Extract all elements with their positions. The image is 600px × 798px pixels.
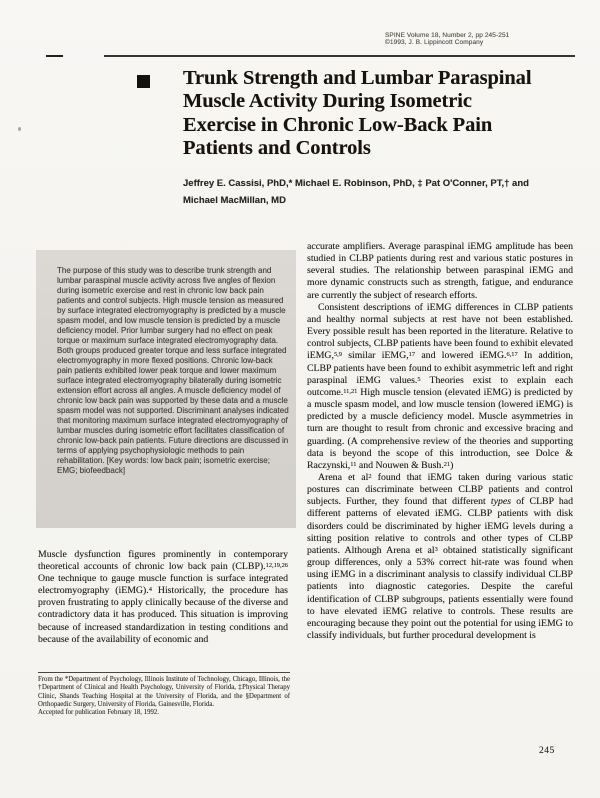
- citation-superscript: 17: [408, 351, 416, 359]
- title-line: Patients and Controls: [183, 137, 371, 160]
- abstract-box: [36, 250, 296, 528]
- italic-emphasis: types: [490, 496, 512, 508]
- header-rule-dash: [46, 55, 63, 57]
- body-paragraph: Muscle dysfunction figures prominently in contemporary theoretical accounts of chronic low back pain (CLBP).$^{12,19,26}$ One technique to gauge muscle function is surface integrated electromyography (iEMG).$^4$ Historically, the procedure has proven frustrating to apply clinically because of the diverse and contradictory data it has produced. This situation is improving because of increased standardization in testing conditions and because of the availability of economic and: [38, 549, 288, 645]
- citation-superscript: 4: [148, 586, 152, 594]
- footnote-accepted: Accepted for publication February 18, 1992.: [38, 709, 159, 717]
- author-line: Michael MacMillan, MD: [183, 195, 286, 206]
- footnote-rule: [38, 672, 290, 673]
- article-title: [183, 67, 543, 161]
- author-line: Jeffrey E. Cassisi, PhD,* Michael E. Robinson, PhD, ‡ Pat O'Conner, PT,† and: [183, 178, 529, 189]
- citation-superscript: 2: [368, 472, 372, 480]
- journal-masthead: [385, 33, 575, 46]
- abstract-text: The purpose of this study was to describe trunk strength and lumbar paraspinal muscle activity across five angles of flexion during isometric exercise and rest in chronic low back pain patients and control subjects. High muscle tension as measured by surface integrated electromyography is predicted by a muscle spasm model, and low muscle tension is predicted by a muscle deficiency model. Prior lumbar surgery had no effect on peak torque or maximum surface integrated electromyography data. Both groups produced greater torque and less surface integrated electromyography in more flexed positions. Chronic low-back pain patients exhibited lower peak torque and lower maximum surface integrated electromyography bilaterally during isometric extension effort across all angles. A muscle deficiency model of chronic low back pain was supported by these data and a muscle spasm model was not supported. Discriminant analyses indicated that monitoring maximum surface integrated electromyography of lumbar muscles during isometric effort facilitates classification of chronic low-back pain patients. Future directions are discussed in terms of applying psychophysiologic methods to pain rehabilitation. [Key words: low back pain; isometric exercise; EMG; biofeedback]: [57, 266, 289, 475]
- body-paragraph: Arena et $al^2$ found that iEMG taken during various static postures can discriminate between CLBP patients and control subjects. Further, they found that different types of CLBP had different patterns of elevated iEMG. CLBP patients with disk disorders could be discriminated by higher iEMG levels during a sitting position relative to controls and other types of CLBP patients. Although Arena et $al^3$ obtained statistically significant group differences, only a 53% correct hit-rate was found when using iEMG in a discriminant analysis to classify individual CLBP patients into diagnostic categories. Despite the careful identification of CLBP subgroups, patients essentially were found to have elevated iEMG relative to controls. These results are encouraging because they point out the potential for using iEMG to classify individuals, but further procedural development is: [307, 471, 573, 641]
- title-line: Muscle Activity During Isometric: [183, 90, 472, 113]
- footnote-affiliations: From the *Department of Psychology, Illinois Institute of Technology, Chicago, Illinois, the †Department of Clinical and Health Psychology, University of Florida, ‡Physical Therapy Clinic, Shands Teaching Hospital at the University of Florida, and the §Department of Orthopaedic Surgery, University of Florida, Gainesville, Florida.: [38, 676, 290, 708]
- citation-superscript: 5: [417, 375, 421, 383]
- body-paragraph: accurate amplifiers. Average paraspinal iEMG amplitude has been studied in CLBP patients during rest and various static postures in several studies. The relationship between paraspinal iEMG and more dynamic constructs such as strength, fatigue, and endurance are currently the subject of research efforts.: [307, 241, 573, 301]
- journal-volume-line: SPINE Volume 18, Number 2, pp 245-251: [385, 32, 510, 39]
- citation-superscript: 5,9: [333, 351, 342, 359]
- header-rule: [104, 55, 575, 57]
- citation-superscript: 6,17: [506, 351, 518, 359]
- title-bullet-square: [137, 75, 150, 88]
- citation-superscript: 3: [434, 545, 438, 553]
- left-column: [38, 549, 288, 646]
- journal-copyright-line: ©1993, J. B. Lippincott Company: [385, 38, 484, 46]
- authors-block: [183, 175, 563, 209]
- scan-speck: [18, 127, 21, 131]
- citation-superscript: 21: [443, 460, 451, 468]
- citation-superscript: 11,21: [343, 387, 358, 395]
- footnote: [38, 676, 290, 717]
- right-column: [307, 241, 573, 642]
- title-line: Exercise in Chronic Low-Back Pain: [183, 113, 493, 136]
- citation-superscript: 12,19,26: [265, 562, 288, 570]
- page-number: 245: [539, 746, 555, 756]
- citation-superscript: 11: [350, 460, 357, 468]
- title-line: Trunk Strength and Lumbar Paraspinal: [183, 67, 532, 89]
- body-paragraph: Consistent descriptions of iEMG differences in CLBP patients and healthy normal subjects at rest have not been established. Every possible result has been reported in the literature. Relative to control subjects, CLBP patients have been found to exhibit elevated iEMG,$^{5,9}$ similar iEMG,$^{17}$ and lowered iEMG.$^{6,17}$ In addition, CLBP patients have been found to exhibit asymmetric left and right paraspinal iEMG values.$^5$ Theories exist to explain each outcome.$^{11,21}$ High muscle tension (elevated iEMG) is predicted by a muscle spasm model, and low muscle tension (lowered iEMG) is predicted by a muscle deficiency model. Muscle asymmetries in turn are thought to result from chronic and excessive bracing and guarding. (A comprehensive review of the theories and supporting data is beyond the scope of this introduction, see Dolce & Raczynski,$^{11}$ and Nouwen & Bush.$^{21}$): [307, 301, 573, 471]
